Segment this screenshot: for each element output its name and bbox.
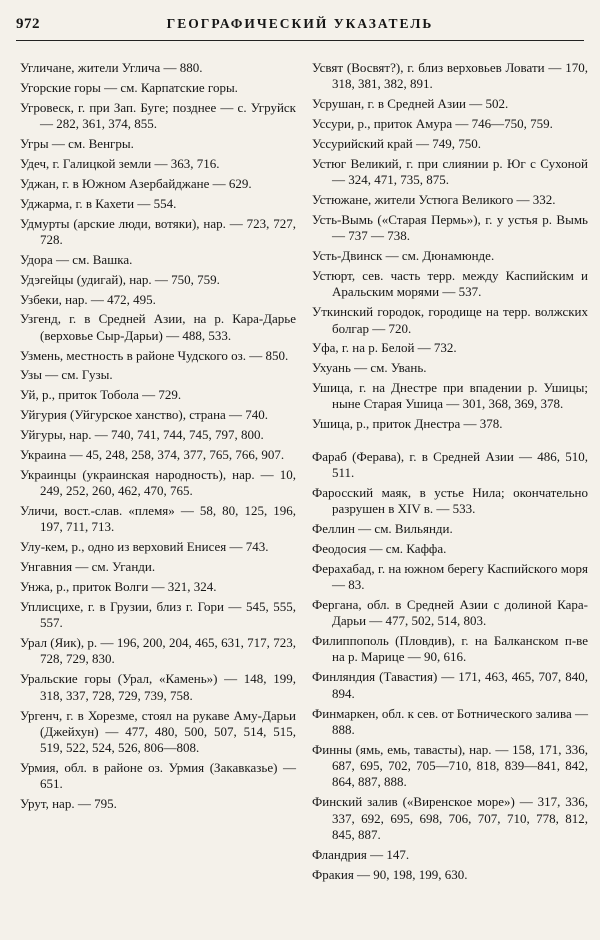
index-entry: Удора — см. Вашка.	[20, 251, 133, 267]
index-entry: Феодосия — см. Каффа.	[312, 540, 447, 556]
index-entry: Украина — 45, 248, 258, 374, 377, 765, 766, 907.	[20, 447, 285, 463]
index-entry: Устюжане, жители Устюга Великого — 332.	[312, 192, 556, 208]
index-column-left	[20, 60, 296, 816]
running-title: ГЕОГРАФИЧЕСКИЙ УКАЗАТЕЛЬ	[166, 16, 434, 31]
index-entry: Уральские горы (Урал, «Камень») — 148, 199, 318, 337, 728, 729, 739, 758.	[20, 671, 296, 703]
index-entry: Удмурты (арские люди, вотяки), нар. — 723, 727, 728.	[20, 215, 296, 247]
index-entry: Узбеки, нар. — 472, 495.	[20, 291, 156, 307]
index-entry: Ухуань — см. Увань.	[312, 360, 427, 376]
index-entry: Фаросский маяк, в устье Нила; окончательно разрушен в XIV в. — 533.	[312, 484, 588, 517]
index-entry: Уссурийский край — 749, 750.	[312, 135, 481, 151]
index-entry: Уй, р., приток Тобола — 729.	[20, 387, 182, 403]
index-entry: Ушица, г. на Днестре при впадении р. Ушицы; ныне Старая Ушица — 301, 368, 369, 378.	[312, 380, 588, 412]
running-header	[16, 12, 584, 41]
index-entry: Узмень, местность в районе Чудского оз. — 850.	[20, 347, 289, 363]
index-entry: Уфа, г. на р. Белой — 732.	[312, 340, 457, 356]
index-entry: Унжа, р., приток Волги — 321, 324.	[20, 579, 217, 595]
index-entry: Устюрт, сев. часть терр. между Каспийским и Аральским морями — 537.	[312, 268, 588, 300]
index-entry: Уличи, вост.-слав. «племя» — 58, 80, 125, 196, 197, 711, 713.	[20, 503, 296, 535]
index-entry: Урмия, обл. в районе оз. Урмия (Закавказье) — 651.	[20, 760, 296, 792]
index-entry: Улу-кем, р., одно из верховий Енисея — 743.	[20, 539, 269, 555]
index-entry: Удеч, г. Галицкой земли — 363, 716.	[20, 155, 220, 171]
index-entry: Угличане, жители Углича — 880.	[20, 60, 203, 75]
index-entry: Уплисцихе, г. в Грузии, близ г. Гори — 545, 555, 557.	[20, 598, 296, 631]
index-entry: Узы — см. Гузы.	[20, 367, 113, 383]
index-entry: Уйгуры, нар. — 740, 741, 744, 745, 797, 800.	[20, 427, 264, 443]
index-entry: Финляндия (Тавастия) — 171, 463, 465, 707, 840, 894.	[312, 669, 588, 701]
index-entry: Усрушан, г. в Средней Азии — 502.	[312, 96, 509, 112]
index-entry: Фракия — 90, 198, 199, 630.	[312, 866, 468, 882]
index-entry: Устюг Великий, г. при слиянии р. Юг с Сухоной — 324, 471, 735, 875.	[312, 155, 588, 188]
index-entry: Угры — см. Венгры.	[20, 135, 134, 151]
index-entry: Уссури, р., приток Амура — 746—750, 759.	[312, 116, 553, 132]
index-entry: Ушица, р., приток Днестра — 378.	[312, 416, 503, 432]
index-entry: Уткинский городок, городище на терр. волжских болгар — 720.	[312, 304, 588, 336]
index-column-right	[312, 60, 588, 887]
index-entry: Ферахабад, г. на южном берегу Каспийского моря — 83.	[312, 560, 588, 593]
index-entry: Фергана, обл. в Средней Азии с долиной Кара-Дарьи — 477, 502, 514, 803.	[312, 597, 588, 629]
index-entry: Фараб (Ферава), г. в Средней Азии — 486, 510, 511.	[312, 448, 588, 480]
index-entry: Удэгейцы (удигай), нар. — 750, 759.	[20, 271, 220, 287]
index-entry: Филиппополь (Пловдив), г. на Балканском п-ве на р. Марице — 90, 616.	[312, 633, 588, 665]
index-entry: Уйгурия (Уйгурское ханство), страна — 740.	[20, 407, 269, 423]
index-entry: Урут, нар. — 795.	[20, 796, 117, 812]
index-entry: Ургенч, г. в Хорезме, стоял на рукаве Аму-Дарьи (Джейхун) — 477, 480, 500, 507, 514, 515, 519, 522, 524, 526, 806—808.	[20, 707, 296, 756]
index-entry: Усть-Двинск — см. Дюнамюнде.	[312, 248, 495, 264]
index-entry: Урал (Яик), р. — 196, 200, 204, 465, 631, 717, 723, 728, 729, 830.	[20, 635, 296, 667]
index-entry: Унгавния — см. Уганди.	[20, 559, 156, 575]
index-entry: Усвят (Восвят?), г. близ верховьев Ловати — 170, 318, 381, 382, 891.	[312, 60, 588, 92]
page-number: 972	[16, 16, 40, 32]
index-entry: Усть-Вымь («Старая Пермь»), г. у устья р. Вымь — 737 — 738.	[312, 211, 588, 244]
index-entry: Уджарма, г. в Кахети — 554.	[20, 195, 177, 211]
index-entry: Украинцы (украинская народность), нар. — 10, 249, 252, 260, 462, 470, 765.	[20, 466, 296, 499]
index-entry: Финны (ямь, емь, тавасты), нар. — 158, 171, 336, 687, 695, 702, 705—710, 818, 839—841, 842, 864, 887, 888.	[312, 741, 588, 790]
index-entry: Угорские горы — см. Карпатские горы.	[20, 79, 238, 95]
index-entry: Финмаркен, обл. к сев. от Ботнического залива — 888.	[312, 705, 588, 737]
index-entry: Фландрия — 147.	[312, 846, 410, 862]
index-entry: Угровеск, г. при Зап. Буге; позднее — с. Угруйск — 282, 361, 374, 855.	[20, 99, 296, 132]
index-entry: Феллин — см. Вильянди.	[312, 521, 453, 537]
index-entry: Узгенд, г. в Средней Азии, на р. Кара-Дарье (верховье Сыр-Дарьи) — 488, 533.	[20, 311, 296, 343]
index-entry: Уджан, г. в Южном Азербайджане — 629.	[20, 175, 252, 191]
index-entry: Финский залив («Виренское море») — 317, 336, 337, 692, 695, 698, 706, 707, 710, 778, 812, 845, 887.	[312, 794, 588, 842]
